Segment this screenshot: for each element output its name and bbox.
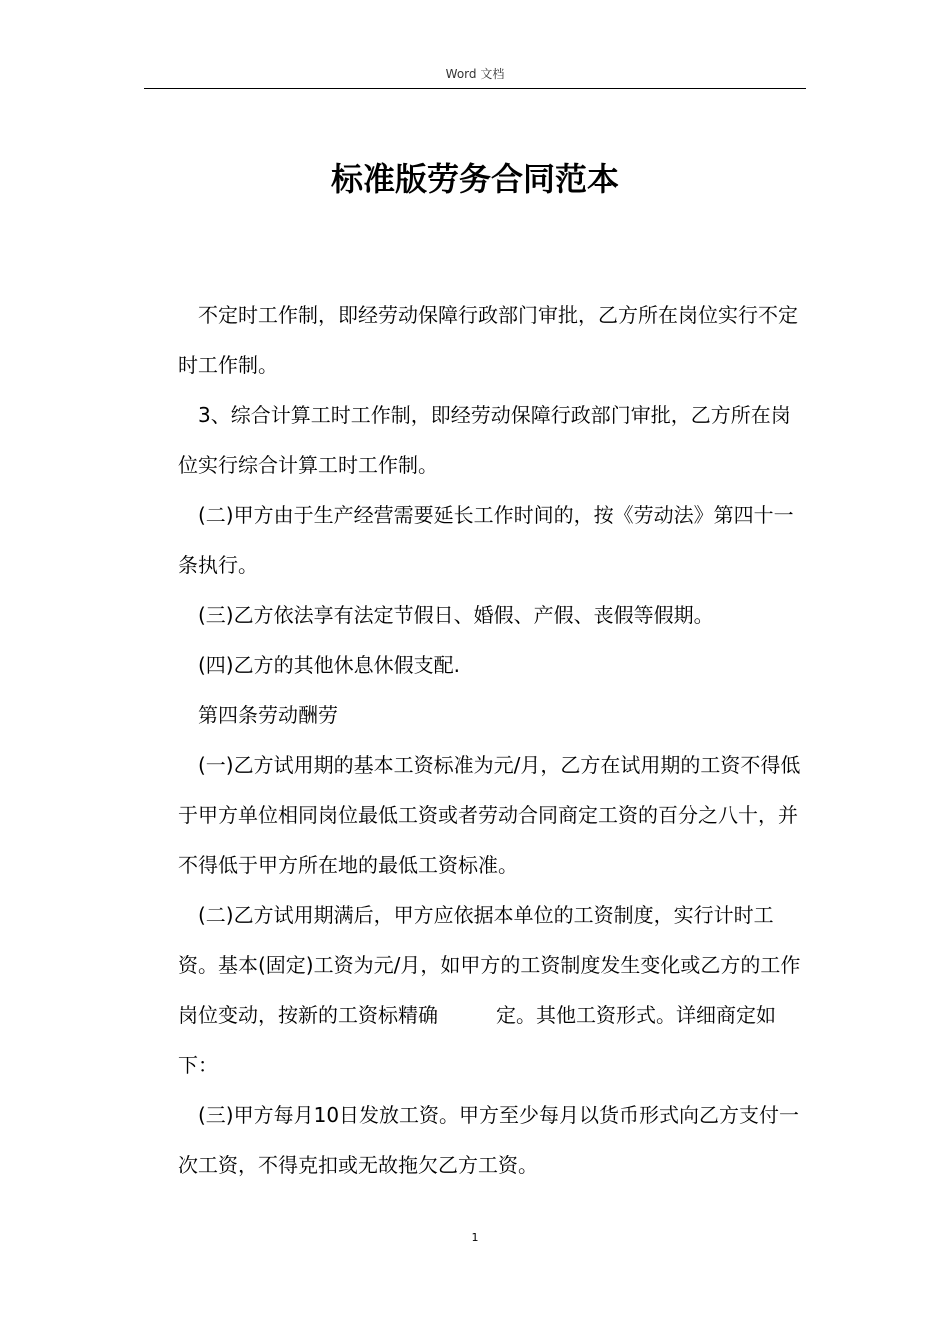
header-divider bbox=[144, 88, 806, 89]
paragraph: (三)甲方每月10日发放工资。甲方至少每月以货币形式向乙方支付一次工资，不得克扣或无故拖欠乙方工资。 bbox=[178, 1103, 800, 1177]
page-number: 1 bbox=[471, 1231, 479, 1244]
paragraph-text: 定。其他工资形式。详细商定如下： bbox=[178, 1003, 776, 1077]
paragraph-text: (二)乙方试用期满后，甲方应依据本单位的工资制度，实行计时工资。基本(固定)工资为元/月，如甲方的工资制度发生变化或乙方的工作岗位变动，按新的工资标精确 bbox=[178, 903, 801, 1027]
paragraph: 3、综合计算工时工作制，即经劳动保障行政部门审批，乙方所在岗位实行综合计算工时工作制。 bbox=[178, 403, 791, 477]
document-body bbox=[178, 290, 804, 1190]
paragraph: (四)乙方的其他休息休假支配. bbox=[198, 653, 460, 677]
paragraph: (一)乙方试用期的基本工资标准为元/月，乙方在试用期的工资不得低于甲方单位相同岗位最低工资或者劳动合同商定工资的百分之八十，并不得低于甲方所在地的最低工资标准。 bbox=[178, 753, 801, 877]
section-heading: 第四条劳动酬劳 bbox=[198, 703, 338, 727]
paragraph: (二)甲方由于生产经营需要延长工作时间的，按《劳动法》第四十一条执行。 bbox=[178, 503, 794, 577]
page-header-label: Word 文档 bbox=[445, 67, 505, 81]
document-title: 标准版劳务合同范本 bbox=[330, 160, 619, 198]
paragraph: (三)乙方依法享有法定节假日、婚假、产假、丧假等假期。 bbox=[198, 603, 714, 627]
paragraph bbox=[178, 890, 804, 1090]
paragraph: 不定时工作制，即经劳动保障行政部门审批，乙方所在岗位实行不定时工作制。 bbox=[178, 303, 798, 377]
